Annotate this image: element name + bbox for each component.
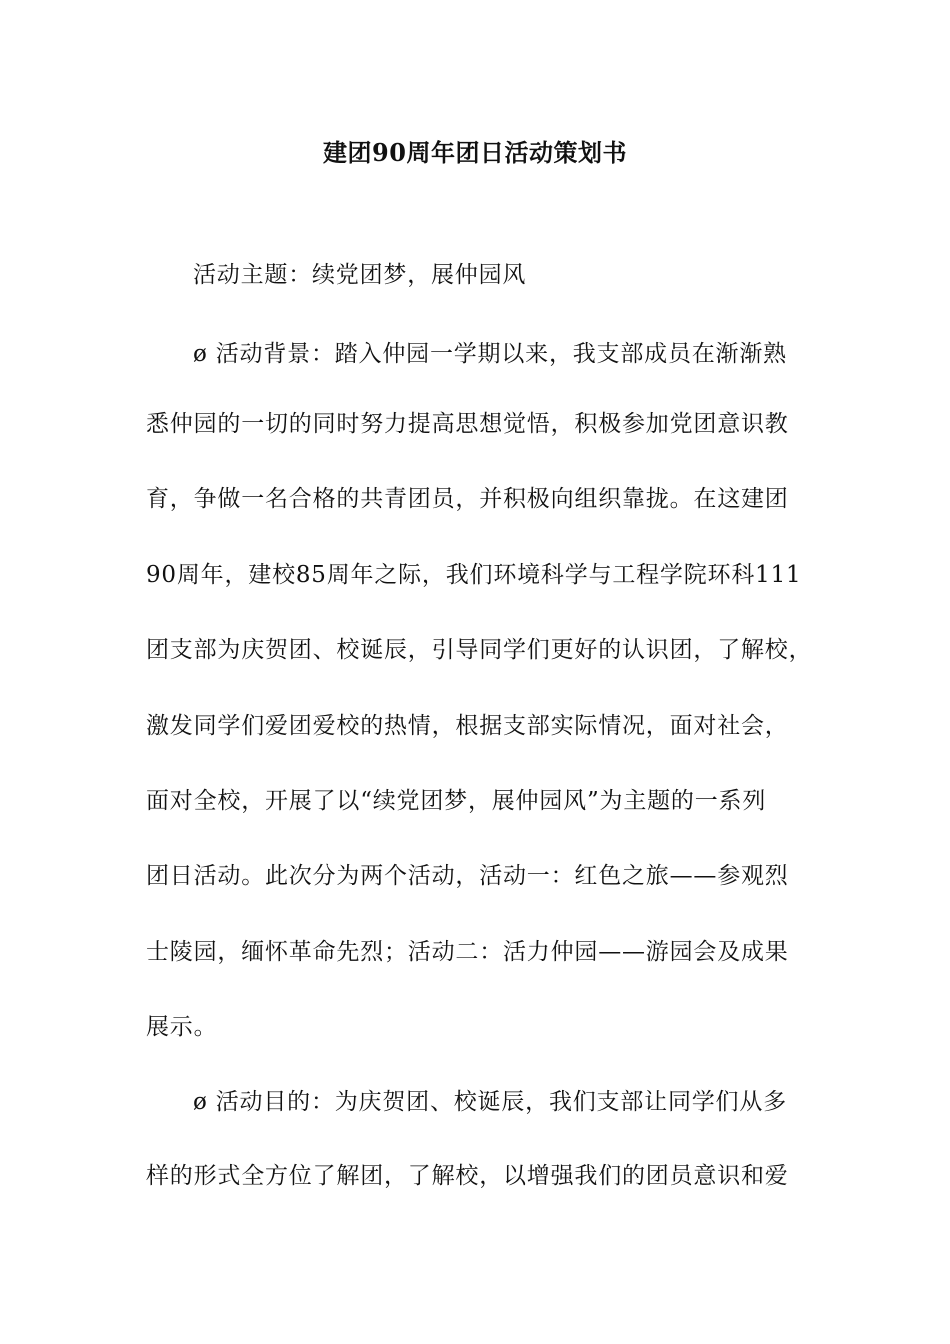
background-line-5: 团支部为庆贺团、校诞辰，引导同学们更好的认识团，了解校，: [146, 637, 813, 663]
background-line-6: 激发同学们爱团爱校的热情，根据支部实际情况，面对社会，: [146, 713, 789, 739]
background-line-1: ø 活动背景：踏入仲园一学期以来，我支部成员在渐渐熟: [193, 341, 787, 367]
purpose-line-2: 样的形式全方位了解团，了解校，以增强我们的团员意识和爱: [146, 1163, 789, 1189]
background-line-4: 90周年，建校85周年之际，我们环境科学与工程学院环科111: [146, 562, 802, 588]
document-title: 建团90周年团日活动策划书: [323, 138, 627, 167]
theme-line: 活动主题：续党团梦，展仲园风: [193, 262, 527, 288]
background-line-2: 悉仲园的一切的同时努力提高思想觉悟，积极参加党团意识教: [146, 411, 789, 437]
background-line-9: 士陵园，缅怀革命先烈；活动二：活力仲园——游园会及成果: [146, 939, 789, 965]
background-line-3: 育，争做一名合格的共青团员，并积极向组织靠拢。在这建团: [146, 486, 789, 512]
purpose-line-1: ø 活动目的：为庆贺团、校诞辰，我们支部让同学们从多: [193, 1089, 787, 1115]
background-line-7: 面对全校，开展了以“续党团梦，展仲园风”为主题的一系列: [146, 788, 767, 814]
background-line-10: 展示。: [146, 1014, 218, 1040]
background-line-8: 团日活动。此次分为两个活动，活动一：红色之旅——参观烈: [146, 863, 789, 889]
